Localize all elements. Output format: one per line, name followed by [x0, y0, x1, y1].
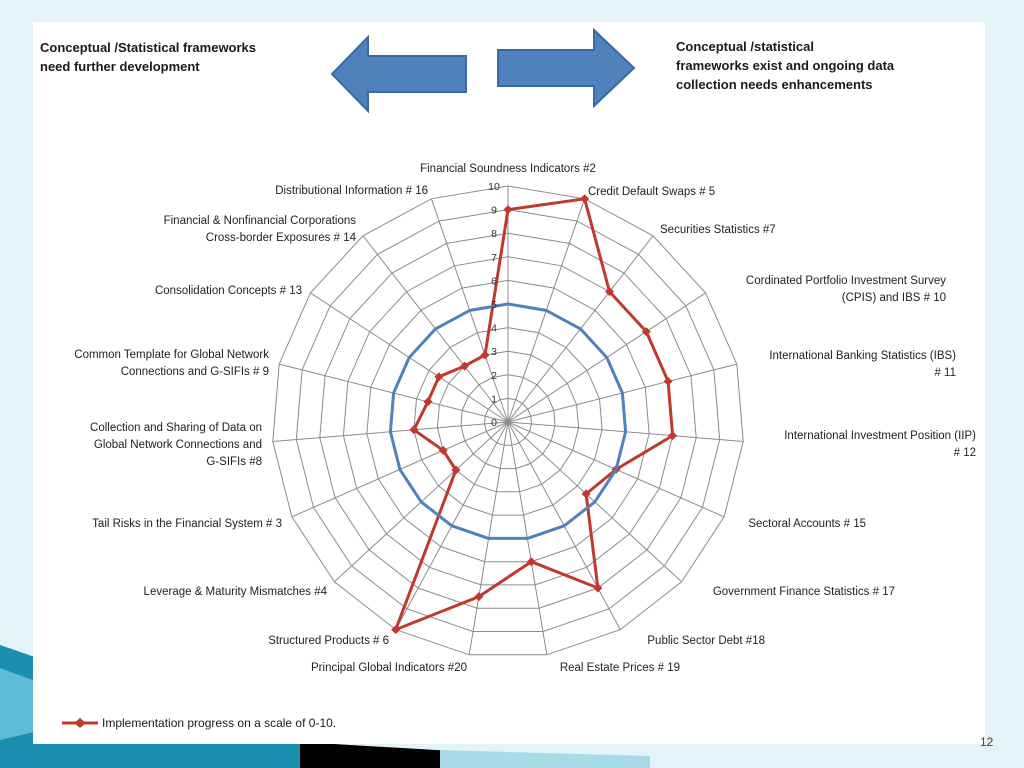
axis-label: [268, 635, 389, 647]
scale-tick-label: 6: [491, 275, 497, 288]
series-point: [434, 372, 443, 381]
axis-label: [560, 662, 680, 674]
axis-label: [155, 285, 302, 297]
scale-tick-label: 7: [491, 251, 497, 264]
axis-label: [713, 586, 895, 598]
axis-label-line: Common Template for Global Network: [74, 349, 269, 361]
axis-label: [588, 186, 715, 198]
scale-tick-label: 3: [491, 346, 497, 359]
axis-label-line: Tail Risks in the Financial System # 3: [92, 518, 282, 530]
series-point: [664, 377, 673, 386]
axis-label-line: Connections and G-SIFIs # 9: [120, 366, 269, 378]
axis-label-line: Public Sector Debt #18: [647, 635, 765, 647]
scale-tick-label: 8: [491, 228, 497, 241]
axis-label-line: Structured Products # 6: [268, 635, 389, 647]
scale-tick-label: 1: [491, 393, 497, 406]
axis-label-line: Credit Default Swaps # 5: [588, 186, 716, 198]
scale-tick-label: 0: [491, 417, 497, 429]
axis-label: [90, 422, 262, 468]
axis-label: [647, 635, 765, 647]
axis-label: [74, 349, 269, 378]
axis-label: [275, 185, 428, 197]
page-number: 12: [980, 735, 994, 749]
scale-tick-label: 10: [488, 181, 500, 193]
left-banner-text: Conceptual /Statistical frameworks need further development: [40, 40, 257, 74]
axis-label-line: Principal Global Indicators #20: [311, 662, 467, 674]
legend-marker: [62, 716, 98, 730]
right-banner-text: Conceptual /statistical frameworks exist and ongoing data collection needs enhancements: [676, 39, 895, 92]
axis-label-line: G-SIFIs #8: [206, 456, 262, 468]
axis-label-line: # 12: [953, 447, 976, 459]
axis-label-line: Leverage & Maturity Mismatches #4: [143, 586, 327, 598]
axis-label-line: Distributional Information # 16: [275, 185, 428, 197]
axis-label: [311, 662, 467, 674]
scale-tick-label: 9: [491, 204, 497, 217]
axis-label-line: Financial & Nonfinancial Corporations: [163, 215, 356, 227]
axis-label-line: Cordinated Portfolio Investment Survey: [745, 275, 946, 287]
axis-label-line: Collection and Sharing of Data on: [90, 422, 262, 434]
series-point: [504, 205, 513, 214]
axis-label: [144, 586, 328, 598]
axis-label: [660, 224, 776, 236]
axis-label-line: International Investment Position (IIP): [784, 430, 976, 442]
chart-legend: [62, 714, 336, 732]
axis-label: [92, 518, 282, 530]
axis-label-line: Securities Statistics #7: [660, 224, 776, 236]
axis-label-line: Government Finance Statistics # 17: [712, 586, 895, 598]
axis-label-line: Consolidation Concepts # 13: [154, 285, 302, 297]
scale-tick-label: 2: [491, 369, 497, 382]
axis-label: [784, 430, 976, 459]
axis-label: [748, 518, 866, 530]
series-point: [593, 584, 602, 593]
axis-label-line: Financial Soundness Indicators #2: [420, 163, 596, 175]
axis-label-line: Real Estate Prices # 19: [559, 662, 680, 674]
scale-tick-label: 5: [491, 299, 497, 311]
axis-label-line: (CPIS) and IBS # 10: [841, 292, 946, 304]
axis-label-line: # 11: [934, 367, 956, 379]
legend-label: Implementation progress on a scale of 0-10.: [102, 716, 337, 730]
axis-label: [164, 215, 357, 244]
axis-label: [746, 275, 946, 304]
axis-label-line: Cross-border Exposures # 14: [205, 232, 356, 244]
scale-tick-label: 4: [491, 322, 497, 335]
axis-label: [420, 163, 596, 175]
axis-label-line: Global Network Connections and: [93, 439, 262, 451]
axis-label-line: Sectoral Accounts # 15: [748, 518, 866, 530]
axis-label: [769, 350, 956, 379]
axis-label-line: International Banking Statistics (IBS): [769, 350, 956, 362]
series-point: [391, 625, 400, 634]
